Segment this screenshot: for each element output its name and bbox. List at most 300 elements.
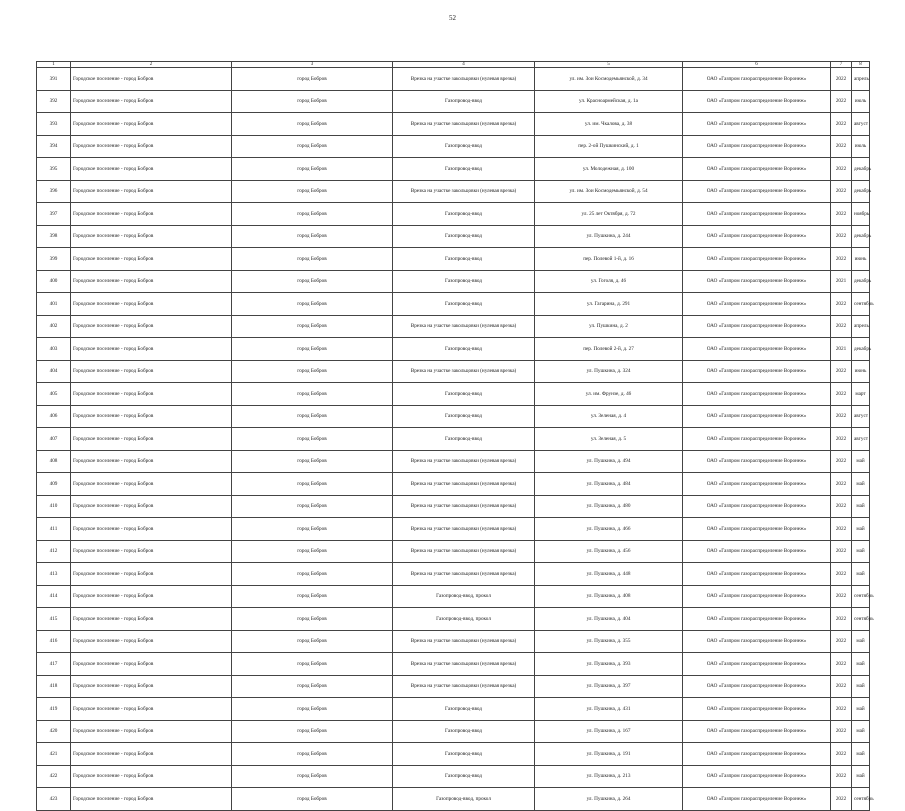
column-number-header: 4 (393, 62, 535, 68)
locality-cell: город Бобров (232, 293, 393, 316)
settlement-cell: Городское поселение - город Бобров (71, 608, 232, 631)
work-type-cell: Газопровод-ввод (393, 405, 535, 428)
address-cell: пер. 2-ой Пушкинский, д. 1 (535, 135, 683, 158)
work-type-cell: Врезка на участке закольцовки (нулевая врезка) (393, 68, 535, 91)
work-type-cell: Врезка на участке закольцовки (нулевая врезка) (393, 540, 535, 563)
work-type-cell: Газопровод-ввод (393, 203, 535, 226)
month-cell: июнь (852, 360, 870, 383)
row-number-cell: 415 (37, 608, 71, 631)
address-cell: ул. Пушкина, д. 404 (535, 608, 683, 631)
work-type-cell: Врезка на участке закольцовки (нулевая врезка) (393, 180, 535, 203)
settlement-cell: Городское поселение - город Бобров (71, 428, 232, 451)
year-cell: 2022 (831, 360, 852, 383)
settlement-cell: Городское поселение - город Бобров (71, 360, 232, 383)
organization-cell: ОАО «Газпром газораспределение Воронеж» (683, 720, 831, 743)
table-body (37, 68, 874, 811)
year-cell: 2022 (831, 68, 852, 91)
month-cell: май (852, 450, 870, 473)
month-cell: декабрь (852, 180, 870, 203)
row-number-cell: 416 (37, 630, 71, 653)
work-type-cell: Врезка на участке закольцовки (нулевая врезка) (393, 473, 535, 496)
year-cell: 2022 (831, 428, 852, 451)
month-cell: ноябрь (852, 203, 870, 226)
table-row (37, 788, 870, 811)
organization-cell: ОАО «Газпром газораспределение Воронеж» (683, 540, 831, 563)
year-cell: 2021 (831, 270, 852, 293)
work-type-cell: Газопровод-ввод, прокол (393, 585, 535, 608)
settlement-cell: Городское поселение - город Бобров (71, 540, 232, 563)
work-type-cell: Врезка на участке закольцовки (нулевая врезка) (393, 630, 535, 653)
table-row (37, 270, 870, 293)
table-row (37, 383, 870, 406)
organization-cell: ОАО «Газпром газораспределение Воронеж» (683, 90, 831, 113)
address-cell: ул. Пушкина, д. 448 (535, 563, 683, 586)
organization-cell: ОАО «Газпром газораспределение Воронеж» (683, 473, 831, 496)
row-number-cell: 406 (37, 405, 71, 428)
row-number-cell: 420 (37, 720, 71, 743)
locality-cell: город Бобров (232, 563, 393, 586)
work-type-cell: Газопровод-ввод (393, 293, 535, 316)
month-cell: июль (852, 90, 870, 113)
work-type-cell: Врезка на участке закольцовки (нулевая врезка) (393, 518, 535, 541)
settlement-cell: Городское поселение - город Бобров (71, 585, 232, 608)
organization-cell: ОАО «Газпром газораспределение Воронеж» (683, 383, 831, 406)
year-cell: 2022 (831, 720, 852, 743)
locality-cell: город Бобров (232, 473, 393, 496)
settlement-cell: Городское поселение - город Бобров (71, 68, 232, 91)
address-cell: ул. Гагарина, д. 291 (535, 293, 683, 316)
table-row (37, 203, 870, 226)
organization-cell: ОАО «Газпром газораспределение Воронеж» (683, 248, 831, 271)
year-cell: 2022 (831, 743, 852, 766)
work-type-cell: Газопровод-ввод (393, 720, 535, 743)
locality-cell: город Бобров (232, 248, 393, 271)
locality-cell: город Бобров (232, 113, 393, 136)
year-cell: 2022 (831, 495, 852, 518)
organization-cell: ОАО «Газпром газораспределение Воронеж» (683, 630, 831, 653)
column-number-header: 3 (232, 62, 393, 68)
work-type-cell: Врезка на участке закольцовки (нулевая врезка) (393, 360, 535, 383)
table-row (37, 698, 870, 721)
table-row (37, 675, 870, 698)
work-type-cell: Газопровод-ввод (393, 765, 535, 788)
table-row (37, 113, 870, 136)
organization-cell: ОАО «Газпром газораспределение Воронеж» (683, 788, 831, 811)
organization-cell: ОАО «Газпром газораспределение Воронеж» (683, 765, 831, 788)
locality-cell: город Бобров (232, 630, 393, 653)
organization-cell: ОАО «Газпром газораспределение Воронеж» (683, 450, 831, 473)
organization-cell: ОАО «Газпром газораспределение Воронеж» (683, 338, 831, 361)
organization-cell: ОАО «Газпром газораспределение Воронеж» (683, 698, 831, 721)
locality-cell: город Бобров (232, 518, 393, 541)
organization-cell: ОАО «Газпром газораспределение Воронеж» (683, 608, 831, 631)
address-cell: ул. Пушкина, д. 466 (535, 518, 683, 541)
work-type-cell: Врезка на участке закольцовки (нулевая врезка) (393, 563, 535, 586)
row-number-cell: 419 (37, 698, 71, 721)
table-row (37, 135, 870, 158)
settlement-cell: Городское поселение - город Бобров (71, 203, 232, 226)
row-number-cell: 396 (37, 180, 71, 203)
table-row (37, 338, 870, 361)
organization-cell: ОАО «Газпром газораспределение Воронеж» (683, 293, 831, 316)
locality-cell: город Бобров (232, 720, 393, 743)
settlement-cell: Городское поселение - город Бобров (71, 315, 232, 338)
year-cell: 2022 (831, 473, 852, 496)
work-type-cell: Газопровод-ввод (393, 270, 535, 293)
organization-cell: ОАО «Газпром газораспределение Воронеж» (683, 653, 831, 676)
settlement-cell: Городское поселение - город Бобров (71, 518, 232, 541)
table-row (37, 765, 870, 788)
organization-cell: ОАО «Газпром газораспределение Воронеж» (683, 135, 831, 158)
organization-cell: ОАО «Газпром газораспределение Воронеж» (683, 360, 831, 383)
locality-cell: город Бобров (232, 653, 393, 676)
table-row (37, 293, 870, 316)
work-type-cell: Газопровод-ввод (393, 698, 535, 721)
locality-cell: город Бобров (232, 585, 393, 608)
settlement-cell: Городское поселение - город Бобров (71, 788, 232, 811)
row-number-cell: 418 (37, 675, 71, 698)
month-cell: май (852, 675, 870, 698)
address-cell: ул. 25 лет Октября, д. 72 (535, 203, 683, 226)
settlement-cell: Городское поселение - город Бобров (71, 248, 232, 271)
year-cell: 2022 (831, 630, 852, 653)
address-cell: ул. Пушкина, д. 213 (535, 765, 683, 788)
organization-cell: ОАО «Газпром газораспределение Воронеж» (683, 428, 831, 451)
month-cell: декабрь (852, 270, 870, 293)
gasification-table (36, 61, 874, 811)
work-type-cell: Газопровод-ввод (393, 743, 535, 766)
row-number-cell: 395 (37, 158, 71, 181)
row-number-cell: 403 (37, 338, 71, 361)
organization-cell: ОАО «Газпром газораспределение Воронеж» (683, 315, 831, 338)
locality-cell: город Бобров (232, 135, 393, 158)
address-cell: ул. Красноармейская, д. 1а (535, 90, 683, 113)
work-type-cell: Газопровод-ввод (393, 90, 535, 113)
month-cell: август (852, 405, 870, 428)
work-type-cell: Газопровод-ввод (393, 383, 535, 406)
year-cell: 2022 (831, 405, 852, 428)
settlement-cell: Городское поселение - город Бобров (71, 338, 232, 361)
table-row (37, 90, 870, 113)
address-cell: ул. Пушкина, д. 397 (535, 675, 683, 698)
row-number-cell: 398 (37, 225, 71, 248)
table-row (37, 495, 870, 518)
table-row (37, 450, 870, 473)
work-type-cell: Газопровод-ввод, прокол (393, 608, 535, 631)
table-row (37, 630, 870, 653)
work-type-cell: Газопровод-ввод (393, 135, 535, 158)
locality-cell: город Бобров (232, 540, 393, 563)
work-type-cell: Врезка на участке закольцовки (нулевая врезка) (393, 113, 535, 136)
month-cell: июль (852, 135, 870, 158)
settlement-cell: Городское поселение - город Бобров (71, 270, 232, 293)
locality-cell: город Бобров (232, 270, 393, 293)
address-cell: ул. Гоголя, д. 46 (535, 270, 683, 293)
month-cell: апрель (852, 68, 870, 91)
organization-cell: ОАО «Газпром газораспределение Воронеж» (683, 158, 831, 181)
address-cell: ул. Молодежная, д. 100 (535, 158, 683, 181)
settlement-cell: Городское поселение - город Бобров (71, 698, 232, 721)
locality-cell: город Бобров (232, 675, 393, 698)
settlement-cell: Городское поселение - город Бобров (71, 720, 232, 743)
organization-cell: ОАО «Газпром газораспределение Воронеж» (683, 585, 831, 608)
row-number-cell: 402 (37, 315, 71, 338)
locality-cell: город Бобров (232, 608, 393, 631)
month-cell: май (852, 563, 870, 586)
table-row (37, 225, 870, 248)
settlement-cell: Городское поселение - город Бобров (71, 563, 232, 586)
address-cell: ул. им. Зои Космодемьянской, д. 54 (535, 180, 683, 203)
settlement-cell: Городское поселение - город Бобров (71, 765, 232, 788)
month-cell: сентябрь (852, 293, 870, 316)
row-number-cell: 423 (37, 788, 71, 811)
year-cell: 2022 (831, 383, 852, 406)
year-cell: 2022 (831, 225, 852, 248)
month-cell: май (852, 518, 870, 541)
year-cell: 2022 (831, 113, 852, 136)
locality-cell: город Бобров (232, 225, 393, 248)
month-cell: май (852, 630, 870, 653)
row-number-cell: 400 (37, 270, 71, 293)
table-row (37, 158, 870, 181)
row-number-cell: 399 (37, 248, 71, 271)
organization-cell: ОАО «Газпром газораспределение Воронеж» (683, 68, 831, 91)
month-cell: август (852, 113, 870, 136)
table-row (37, 743, 870, 766)
settlement-cell: Городское поселение - город Бобров (71, 135, 232, 158)
settlement-cell: Городское поселение - город Бобров (71, 90, 232, 113)
row-number-cell: 414 (37, 585, 71, 608)
year-cell: 2022 (831, 765, 852, 788)
address-cell: ул. Зеленая, д. 5 (535, 428, 683, 451)
table-row (37, 473, 870, 496)
row-number-cell: 405 (37, 383, 71, 406)
table-row (37, 518, 870, 541)
locality-cell: город Бобров (232, 765, 393, 788)
locality-cell: город Бобров (232, 698, 393, 721)
locality-cell: город Бобров (232, 788, 393, 811)
table-row (37, 315, 870, 338)
year-cell: 2022 (831, 90, 852, 113)
address-cell: ул. Пушкина, д. 494 (535, 450, 683, 473)
table-row (37, 608, 870, 631)
column-number-header: 1 (37, 62, 71, 68)
table-row (37, 585, 870, 608)
address-cell: ул. Пушкина, д. 393 (535, 653, 683, 676)
organization-cell: ОАО «Газпром газораспределение Воронеж» (683, 203, 831, 226)
settlement-cell: Городское поселение - город Бобров (71, 293, 232, 316)
year-cell: 2022 (831, 563, 852, 586)
year-cell: 2022 (831, 158, 852, 181)
table-row (37, 68, 870, 91)
table-row (37, 653, 870, 676)
address-cell: ул. Пушкина, д. 355 (535, 630, 683, 653)
month-cell: сентябрь (852, 608, 870, 631)
locality-cell: город Бобров (232, 338, 393, 361)
month-cell: сентябрь (852, 788, 870, 811)
locality-cell: город Бобров (232, 383, 393, 406)
settlement-cell: Городское поселение - город Бобров (71, 405, 232, 428)
locality-cell: город Бобров (232, 158, 393, 181)
year-cell: 2021 (831, 338, 852, 361)
work-type-cell: Врезка на участке закольцовки (нулевая врезка) (393, 495, 535, 518)
month-cell: июнь (852, 248, 870, 271)
month-cell: апрель (852, 315, 870, 338)
settlement-cell: Городское поселение - город Бобров (71, 630, 232, 653)
settlement-cell: Городское поселение - город Бобров (71, 225, 232, 248)
address-cell: ул. Пушкина, д. 456 (535, 540, 683, 563)
row-number-cell: 411 (37, 518, 71, 541)
row-number-cell: 417 (37, 653, 71, 676)
locality-cell: город Бобров (232, 428, 393, 451)
address-cell: ул. Пушкина, д. 324 (535, 360, 683, 383)
row-number-cell: 394 (37, 135, 71, 158)
work-type-cell: Газопровод-ввод (393, 248, 535, 271)
row-number-cell: 410 (37, 495, 71, 518)
locality-cell: город Бобров (232, 405, 393, 428)
organization-cell: ОАО «Газпром газораспределение Воронеж» (683, 563, 831, 586)
month-cell: май (852, 653, 870, 676)
work-type-cell: Газопровод-ввод (393, 158, 535, 181)
row-number-cell: 392 (37, 90, 71, 113)
column-number-header: 5 (535, 62, 683, 68)
organization-cell: ОАО «Газпром газораспределение Воронеж» (683, 270, 831, 293)
settlement-cell: Городское поселение - город Бобров (71, 653, 232, 676)
organization-cell: ОАО «Газпром газораспределение Воронеж» (683, 743, 831, 766)
address-cell: ул. Пушкина, д. 484 (535, 473, 683, 496)
organization-cell: ОАО «Газпром газораспределение Воронеж» (683, 518, 831, 541)
month-cell: май (852, 743, 870, 766)
row-number-cell: 422 (37, 765, 71, 788)
settlement-cell: Городское поселение - город Бобров (71, 180, 232, 203)
settlement-cell: Городское поселение - город Бобров (71, 383, 232, 406)
year-cell: 2022 (831, 450, 852, 473)
column-number-header: 2 (71, 62, 232, 68)
locality-cell: город Бобров (232, 495, 393, 518)
month-cell: май (852, 540, 870, 563)
row-number-cell: 397 (37, 203, 71, 226)
year-cell: 2022 (831, 675, 852, 698)
settlement-cell: Городское поселение - город Бобров (71, 473, 232, 496)
row-number-cell: 413 (37, 563, 71, 586)
address-cell: ул. Пушкина, д. 264 (535, 788, 683, 811)
work-type-cell: Газопровод-ввод (393, 338, 535, 361)
table-row (37, 248, 870, 271)
locality-cell: город Бобров (232, 315, 393, 338)
month-cell: декабрь (852, 225, 870, 248)
address-cell: ул. Пушкина, д. 2 (535, 315, 683, 338)
address-cell: пер. Полевой 2-й, д. 27 (535, 338, 683, 361)
organization-cell: ОАО «Газпром газораспределение Воронеж» (683, 405, 831, 428)
locality-cell: город Бобров (232, 450, 393, 473)
work-type-cell: Газопровод-ввод (393, 428, 535, 451)
organization-cell: ОАО «Газпром газораспределение Воронеж» (683, 113, 831, 136)
year-cell: 2022 (831, 248, 852, 271)
work-type-cell: Врезка на участке закольцовки (нулевая врезка) (393, 653, 535, 676)
address-cell: ул. Пушкина, д. 431 (535, 698, 683, 721)
work-type-cell: Газопровод-ввод (393, 225, 535, 248)
address-cell: ул. Пушкина, д. 191 (535, 743, 683, 766)
row-number-cell: 393 (37, 113, 71, 136)
year-cell: 2022 (831, 135, 852, 158)
organization-cell: ОАО «Газпром газораспределение Воронеж» (683, 495, 831, 518)
row-number-cell: 407 (37, 428, 71, 451)
table-row (37, 405, 870, 428)
work-type-cell: Врезка на участке закольцовки (нулевая врезка) (393, 675, 535, 698)
locality-cell: город Бобров (232, 90, 393, 113)
address-cell: ул. им. Чкалова, д. 38 (535, 113, 683, 136)
work-type-cell: Врезка на участке закольцовки (нулевая врезка) (393, 315, 535, 338)
address-cell: ул. Зеленая, д. 4 (535, 405, 683, 428)
table-row (37, 720, 870, 743)
month-cell: март (852, 383, 870, 406)
year-cell: 2022 (831, 518, 852, 541)
month-cell: сентябрь (852, 585, 870, 608)
year-cell: 2022 (831, 585, 852, 608)
year-cell: 2022 (831, 608, 852, 631)
locality-cell: город Бобров (232, 68, 393, 91)
address-cell: ул. Пушкина, д. 244 (535, 225, 683, 248)
organization-cell: ОАО «Газпром газораспределение Воронеж» (683, 675, 831, 698)
work-type-cell: Газопровод-ввод, прокол (393, 788, 535, 811)
year-cell: 2022 (831, 315, 852, 338)
row-number-cell: 409 (37, 473, 71, 496)
column-number-header: 6 (683, 62, 831, 68)
row-number-cell: 391 (37, 68, 71, 91)
month-cell: май (852, 495, 870, 518)
year-cell: 2022 (831, 698, 852, 721)
locality-cell: город Бобров (232, 180, 393, 203)
column-number-header: 8 (852, 62, 870, 68)
row-number-cell: 421 (37, 743, 71, 766)
settlement-cell: Городское поселение - город Бобров (71, 450, 232, 473)
year-cell: 2022 (831, 180, 852, 203)
address-cell: пер. Полевой 1-й, д. 16 (535, 248, 683, 271)
row-number-cell: 401 (37, 293, 71, 316)
locality-cell: город Бобров (232, 203, 393, 226)
settlement-cell: Городское поселение - город Бобров (71, 743, 232, 766)
address-cell: ул. им. Зои Космодемьянской, д. 34 (535, 68, 683, 91)
work-type-cell: Врезка на участке закольцовки (нулевая врезка) (393, 450, 535, 473)
table-row (37, 360, 870, 383)
locality-cell: город Бобров (232, 360, 393, 383)
address-cell: ул. Пушкина, д. 408 (535, 585, 683, 608)
column-number-header: 7 (831, 62, 852, 68)
year-cell: 2022 (831, 653, 852, 676)
address-cell: ул. им. Фрунзе, д. 46 (535, 383, 683, 406)
row-number-cell: 408 (37, 450, 71, 473)
organization-cell: ОАО «Газпром газораспределение Воронеж» (683, 225, 831, 248)
month-cell: май (852, 720, 870, 743)
table-row (37, 428, 870, 451)
settlement-cell: Городское поселение - город Бобров (71, 675, 232, 698)
year-cell: 2022 (831, 203, 852, 226)
month-cell: май (852, 698, 870, 721)
year-cell: 2022 (831, 788, 852, 811)
settlement-cell: Городское поселение - город Бобров (71, 113, 232, 136)
page-number: 52 (449, 14, 456, 22)
row-number-cell: 404 (37, 360, 71, 383)
month-cell: август (852, 428, 870, 451)
row-number-cell: 412 (37, 540, 71, 563)
locality-cell: город Бобров (232, 743, 393, 766)
month-cell: декабрь (852, 338, 870, 361)
table-row (37, 563, 870, 586)
table-row (37, 540, 870, 563)
settlement-cell: Городское поселение - город Бобров (71, 495, 232, 518)
settlement-cell: Городское поселение - город Бобров (71, 158, 232, 181)
address-cell: ул. Пушкина, д. 167 (535, 720, 683, 743)
